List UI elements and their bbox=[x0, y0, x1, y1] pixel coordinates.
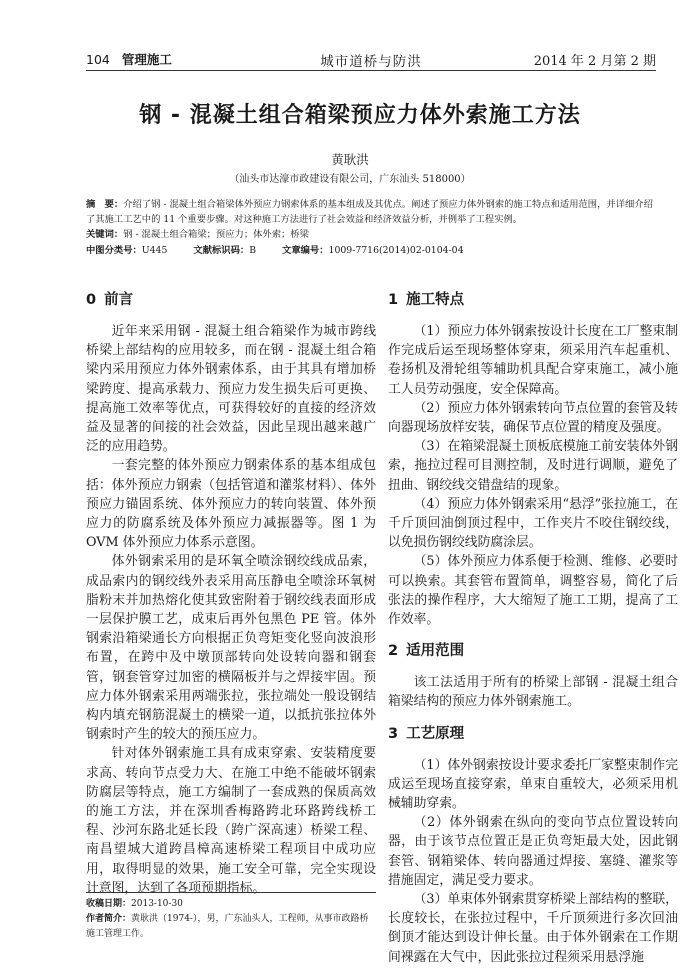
section-heading-0 bbox=[86, 290, 376, 310]
clc-label: 中图分类号： bbox=[86, 244, 142, 256]
doc-label: 文献标识码： bbox=[193, 244, 250, 256]
heading-text: 前言 bbox=[104, 292, 134, 308]
received-date bbox=[86, 897, 376, 912]
left-column bbox=[86, 290, 376, 898]
page-number: 104 bbox=[86, 52, 110, 67]
heading-text: 工艺原理 bbox=[406, 725, 465, 742]
received-label: 收稿日期： bbox=[86, 899, 132, 909]
section-heading-3 bbox=[388, 724, 678, 744]
heading-number: 0 bbox=[86, 292, 97, 308]
section-heading-2 bbox=[388, 641, 678, 661]
heading-number: 1 bbox=[388, 292, 399, 308]
article-no-label: 文章编号： bbox=[282, 244, 329, 256]
paragraph: 一套完整的体外预应力钢索体系的基本组成包括：体外预应力钢索（包括管道和灌浆材料）、体外预应力锚固系统、体外预应力的转向装置、体外预应力的防腐系统及体外预应力减振器等。图 1 为 OVM 体外预应力体系示意图。 bbox=[86, 458, 376, 551]
article-no-value: 1009-7716(2014)02-0104-04 bbox=[328, 244, 464, 256]
received-value: 2013-10-30 bbox=[131, 899, 183, 909]
author-name: 黄耿洪 bbox=[331, 152, 369, 167]
paragraph: （4）预应力体外钢索采用“悬浮”张拉施工，在千斤顶回油倒顶过程中，工作夹片不咬住钢绞线，以免损伤钢绞线防腐涂层。 bbox=[388, 496, 678, 551]
paragraph: （2）预应力体外钢索转向节点位置的套管及转向器现场放样安装，确保节点位置的精度及强度。 bbox=[388, 400, 678, 436]
abstract bbox=[86, 197, 656, 227]
issue-info: 2014 年 2 月第 2 期 bbox=[533, 54, 656, 69]
paragraph: （1）体外钢索按设计要求委托厂家整束制作完成运至现场直接穿索，单束自重较大，必须采用机械辅助穿索。 bbox=[388, 757, 678, 812]
author-bio-label: 作者简介： bbox=[86, 914, 132, 924]
clc bbox=[86, 243, 167, 258]
article-title: 钢 - 混凝土组合箱梁预应力体外索施工方法 bbox=[139, 103, 581, 128]
keywords-label: 关键词： bbox=[86, 229, 124, 241]
doc-value: B bbox=[249, 244, 257, 256]
article-meta bbox=[86, 197, 656, 258]
spacer bbox=[388, 629, 678, 641]
section-name: 管理施工 bbox=[121, 52, 172, 67]
heading-number: 3 bbox=[388, 725, 399, 742]
heading-number: 2 bbox=[388, 643, 399, 660]
paragraph: （3）单束体外钢索贯穿桥梁上部结构的整联，长度较长，在张拉过程中，千斤顶须进行多次回油倒顶才能达到设计伸长量。由于体外钢索在工作期间裸露在大气中，因此张拉过程须采用悬浮施 bbox=[388, 892, 678, 965]
author-bio-text: 黄耿洪（1974-），男，广东汕头人，工程师，从事市政路桥施工管理工作。 bbox=[86, 914, 369, 939]
spacer bbox=[388, 712, 678, 724]
author-affiliation: （汕头市达濠市政建设有限公司，广东汕头 518000） bbox=[229, 174, 471, 185]
keywords bbox=[86, 227, 656, 242]
clc-value: U445 bbox=[141, 244, 168, 256]
classification-row bbox=[86, 243, 656, 258]
abstract-label: 摘 要： bbox=[86, 199, 124, 210]
article-number bbox=[282, 243, 463, 258]
heading-text: 适用范围 bbox=[406, 643, 465, 660]
paragraph: 近年来采用钢 - 混凝土组合箱梁作为城市跨线桥梁上部结构的应用较多，而在钢 - 混凝土组合箱梁内采用预应力体外钢索体系，由于其具有增加桥梁跨度、提高承载力、预应力发生损失后可更换、提高施工效率等优点，可获得较好的直接的经济效益及显著的间接的社会效益，因此呈现出越来越广泛的应用趋势。 bbox=[86, 324, 376, 455]
footnote bbox=[86, 892, 376, 942]
paragraph: 该工法适用于所有的桥梁上部钢 - 混凝土组合箱梁结构的预应力体外钢索施工。 bbox=[388, 675, 678, 710]
paragraph: （2）体外钢索在纵向的变向节点位置设转向器，由于该节点位置正是正负弯矩最大处，因此钢套管、钢箱梁体、转向器通过焊接、塞缝、灌浆等措施固定，满足受力要求。 bbox=[388, 815, 678, 888]
running-header bbox=[86, 46, 656, 71]
paragraph: （5）体外预应力体系便于检测、维修、必要时可以换索。其套管布置简单，调整容易，简化了后张法的操作程序，大大缩短了施工工期，提高了工作效率。 bbox=[388, 554, 678, 628]
right-column bbox=[388, 290, 678, 967]
section-heading-1 bbox=[388, 290, 678, 310]
heading-text: 施工特点 bbox=[406, 292, 465, 308]
journal-name: 城市道桥与防洪 bbox=[320, 54, 422, 70]
paragraph: 针对体外钢索施工具有成束穿索、安装精度要求高、转向节点受力大、在施工中绝不能破坏钢索防腐层等特点，施工方编制了一套成熟的保质高效的施工方法，并在深圳香梅路跨北环路跨线桥工程、沙河东路北延长段（跨广深高速）桥梁工程、南昌望城大道跨昌樟高速桥梁工程项目中成功应用，取得明显的效果，施工安全可靠，完全实现设计意图，达到了各项预期指标。 bbox=[86, 746, 376, 896]
author-bio bbox=[86, 912, 376, 942]
doc-code bbox=[193, 243, 256, 258]
abstract-text: 介绍了钢 - 混凝土组合箱梁体外预应力钢索体系的基本组成及其优点。阐述了预应力体外钢索的施工特点和适用范围，并详细介绍了其施工工艺中的 11 个重要步骤。对这种施工方法进行了社会效益和经济效益分析，并例举了工程实例。 bbox=[86, 199, 653, 226]
paragraph: （3）在箱梁混凝土顶板底模施工前安装体外钢索，拖拉过程可目测控制，及时进行调顺，避免了扭曲、钢绞线交错盘结的现象。 bbox=[388, 439, 678, 493]
paragraph: 体外钢索采用的是环氧全喷涂钢绞线成品索，成品索内的钢绞线外表采用高压静电全喷涂环氧树脂粉末并加热熔化使其致密附着于钢绞线表面形成一层保护膜工艺，成束后再外包黑色 PE 管。体外钢索沿箱梁通长方向根据正负弯矩变化竖向波浪形布置，在跨中及中墩顶部转向处设转向器和钢套管，钢套管穿过加密的横隔板并与之焊接牢固。预应力体外钢索采用两端张拉，张拉端处一般设钢结构内填充钢筋混凝土的横梁一道，以抵抗张拉体外钢索时产生的较大的预压应力。 bbox=[86, 554, 376, 743]
paragraph: （1）预应力体外钢索按设计长度在工厂整束制作完成后运至现场整体穿束，须采用汽车起重机、卷扬机及滑轮组等辅助机具配合穿束施工，减小施工人员劳动强度，安全保障高。 bbox=[388, 324, 678, 397]
keywords-text: 钢 - 混凝土组合箱梁；预应力；体外索；桥梁 bbox=[123, 229, 309, 241]
